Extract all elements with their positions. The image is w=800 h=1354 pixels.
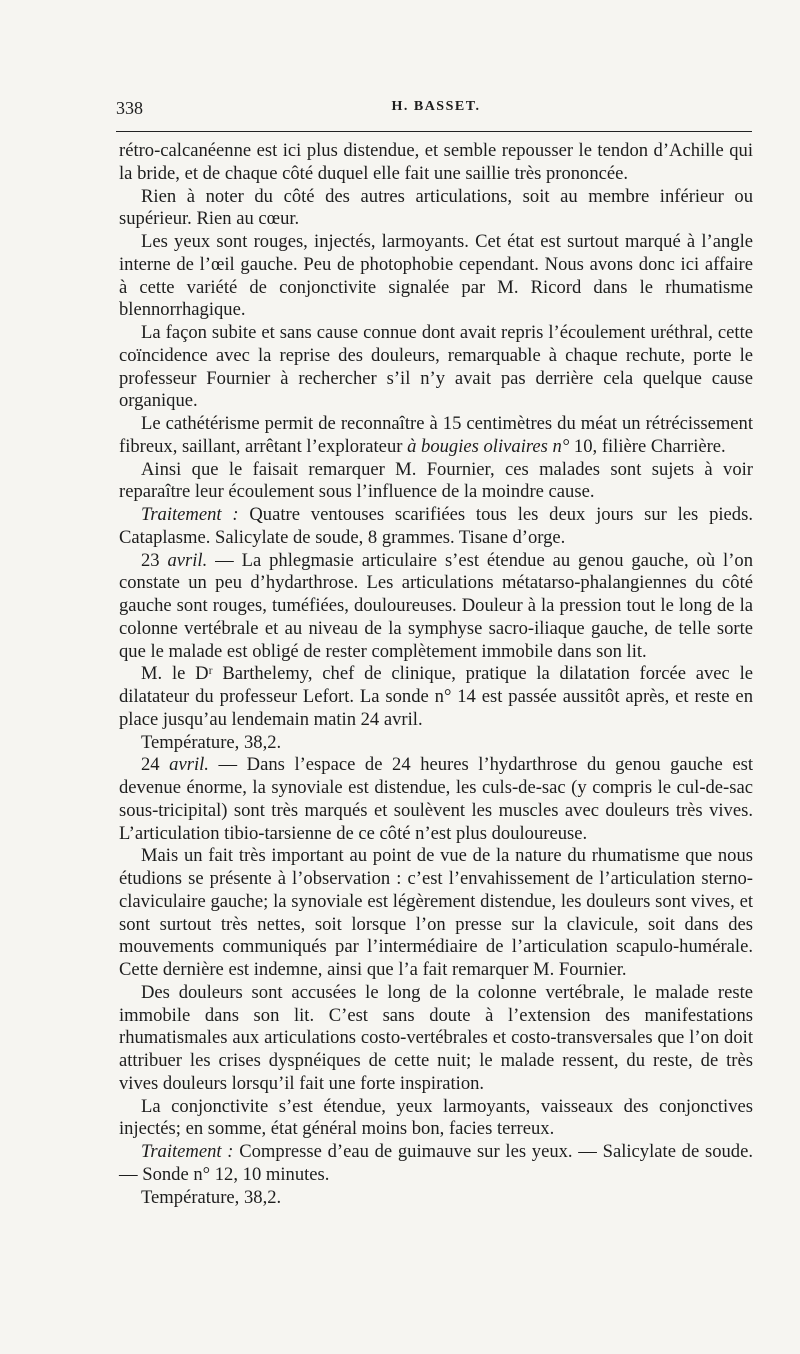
text-run: Mais un fait très important au point de vue de la nature du rhumatisme que nous étudions se présente à l’observation : c’est l’envahissement de l’articulation sterno-claviculaire gauche; la synoviale est légèrement distendue, les douleurs sont vives, et sont surtout très nettes, soit lorsque l’on presse sur la clavicule, soit dans des mouvements communiqués par l’intermédiaire de l’articulation scapulo-humérale. Cette dernière est indemne, ainsi que l’a fait remarquer M. Fournier. bbox=[119, 845, 753, 980]
italic-run: Traitement : bbox=[141, 504, 239, 525]
paragraph bbox=[119, 413, 753, 459]
text-run: Quatre ventouses scarifiées tous les deux jours sur les pieds. Cataplasme. Salicylate de soude, 8 grammes. Tisane d’orge. bbox=[119, 504, 753, 548]
text-run: — Dans l’espace de 24 heures l’hydarthrose du genou gauche est devenue énorme, la synoviale est distendue, les culs-de-sac (y compris le cul-de-sac sous-tricipital) sont très marqués et soulèvent les muscles avec douleurs très vives. L’articulation tibio-tarsienne de ce côté n’est plus douloureuse. bbox=[119, 754, 754, 844]
italic-run: à bougies olivaires n° bbox=[407, 435, 570, 457]
paragraph bbox=[119, 1187, 753, 1210]
text-run: M. le Dʳ Barthelemy, chef de clinique, pratique la dilatation forcée avec le dilatateur du professeur Lefort. La sonde n° 14 est passée aussitôt après, et reste en place jusqu’au lendemain matin 24 avril. bbox=[119, 663, 753, 730]
text-run: Température, 38,2. bbox=[141, 731, 282, 753]
paragraph bbox=[119, 140, 753, 186]
paragraph bbox=[119, 982, 753, 1096]
text-run: La conjonctivite s’est étendue, yeux larmoyants, vaisseaux des conjonctives injectés; en somme, état général moins bon, facies terreux. bbox=[119, 1095, 753, 1140]
text-run: La façon subite et sans cause connue dont avait repris l’écoulement uréthral, cette coïncidence avec la reprise des douleurs, remarquable à chaque rechute, porte le professeur Fournier à rechercher s’il n’y avait pas derrière cela quelque cause organique. bbox=[119, 322, 753, 412]
text-run: Ainsi que le faisait remarquer M. Fournier, ces malades sont sujets à voir reparaître leur écoulement sous l’influence de la moindre cause. bbox=[119, 458, 753, 503]
text-run: 10, filière Charrière. bbox=[569, 435, 726, 457]
paragraph bbox=[119, 322, 753, 413]
text-run: Rien à noter du côté des autres articulations, soit au membre inférieur ou supérieur. Rien au cœur. bbox=[119, 185, 753, 230]
paragraph bbox=[119, 186, 753, 232]
paragraph bbox=[119, 231, 753, 322]
text-run: Température, 38,2. bbox=[141, 1186, 282, 1208]
italic-run: Traitement : bbox=[141, 1141, 234, 1162]
paragraph bbox=[119, 845, 753, 982]
text-run: Des douleurs sont accusées le long de la colonne vertébrale, le malade reste immobile dans son lit. C’est sans doute à l’extension des manifestations rhumatismales aux articulations costo-vertébrales et costo-transversales que l’on doit attribuer les crises dyspnéiques de cette nuit; le malade ressent, du reste, de très vives douleurs lorsqu’il fait une forte inspiration. bbox=[119, 981, 753, 1094]
paragraph bbox=[119, 754, 753, 845]
text-run: Le cathétérisme permit de reconnaître à 15 centimètres du méat un rétrécissement fibreux, saillant, arrêtant l’explorateur bbox=[119, 413, 753, 457]
body-text bbox=[119, 140, 753, 1209]
paragraph bbox=[119, 459, 753, 505]
paragraph bbox=[119, 732, 753, 755]
text-run: 23 bbox=[141, 549, 168, 571]
paragraph bbox=[119, 550, 753, 664]
paragraph bbox=[119, 1141, 753, 1187]
paragraph bbox=[119, 504, 753, 550]
text-run: Compresse d’eau de guimauve sur les yeux. — Salicylate de soude. — Sonde n° 12, 10 minutes. bbox=[119, 1141, 753, 1185]
text-run: rétro-calcanéenne est ici plus distendue, et semble repousser le tendon d’Achille qui la bride, et de chaque côté duquel elle fait une saillie très prononcée. bbox=[119, 140, 753, 184]
text-run: 24 bbox=[141, 754, 170, 776]
header-rule bbox=[116, 131, 752, 132]
italic-run: avril. bbox=[169, 754, 209, 776]
page-number: 338 bbox=[116, 98, 143, 118]
paragraph bbox=[119, 1096, 753, 1142]
page-header bbox=[116, 98, 756, 122]
text-run: Les yeux sont rouges, injectés, larmoyants. Cet état est surtout marqué à l’angle interne de l’œil gauche. Peu de photophobie cependant. Nous avons donc ici affaire à cette variété de conjonctivite signalée par M. Ricord dans le rhumatisme blennorrhagique. bbox=[119, 231, 753, 321]
paragraph bbox=[119, 663, 753, 731]
italic-run: avril. bbox=[167, 549, 208, 571]
running-head: H. BASSET. bbox=[391, 99, 481, 114]
text-run: — La phlegmasie articulaire s’est étendue au genou gauche, où l’on constate un peu d’hydarthrose. Les articulations métatarso-phalangiennes du côté gauche sont rouges, tuméfiées, douloureuses. Douleur à la pression tout le long de la colonne vertébrale et au niveau de la symphyse sacro-iliaque gauche, de telle sorte que le malade est obligé de rester complètement immobile dans son lit. bbox=[119, 549, 753, 662]
